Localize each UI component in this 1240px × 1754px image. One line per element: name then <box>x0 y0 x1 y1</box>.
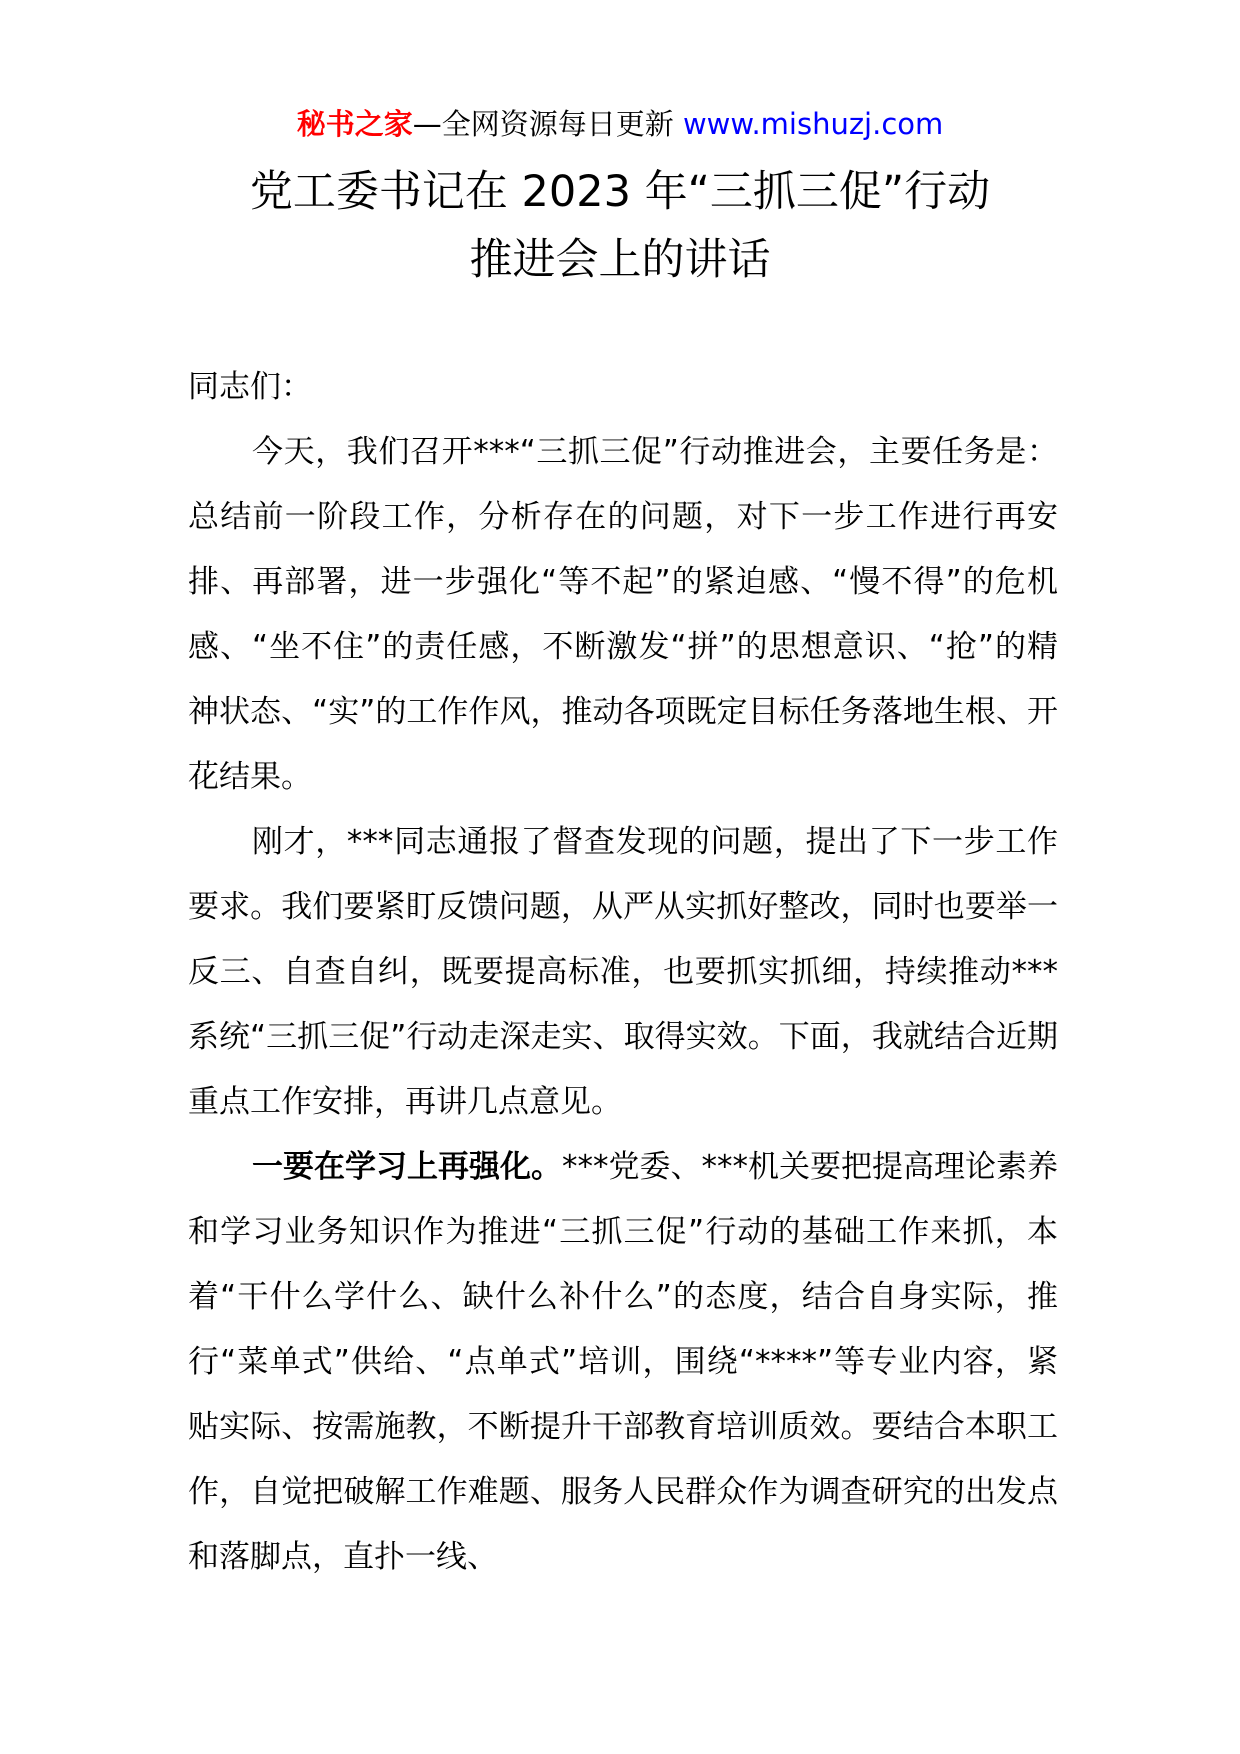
title-line-1: 党工委书记在 2023 年“三抓三促”行动 <box>249 167 991 217</box>
title-line-2: 推进会上的讲话 <box>469 235 771 285</box>
document-title <box>0 158 1240 294</box>
paragraph-3 <box>188 1135 1058 1590</box>
site-url-link[interactable]: www.mishuzj.com <box>682 107 944 141</box>
paragraph-3-text: ***党委、***机关要把提高理论素养和学习业务知识作为推进“三抓三促”行动的基础工作来抓，本着“干什么学什么、缺什么补什么”的态度，结合自身实际，推行“菜单式”供给、“点单式”培训，围绕“****”等专业内容，紧贴实际、按需施教，不断提升干部教育培训质效。要结合本职工作，自觉把破解工作难题、服务人民群众作为调查研究的出发点和落脚点，直扑一线、 <box>188 1149 1058 1575</box>
paragraph-2: 刚才，***同志通报了督查发现的问题，提出了下一步工作要求。我们要紧盯反馈问题，从严从实抓好整改，同时也要举一反三、自查自纠，既要提高标准，也要抓实抓细，持续推动***系统“三抓三促”行动走深走实、取得实效。下面，我就结合近期重点工作安排，再讲几点意见。 <box>188 824 1058 1120</box>
site-tagline: —全网资源每日更新 <box>412 107 683 141</box>
salutation: 同志们： <box>188 369 312 405</box>
paragraph-3-heading: 一要在学习上再强化。 <box>252 1149 562 1185</box>
brand-name: 秘书之家 <box>296 107 413 141</box>
document-body <box>188 355 1058 1590</box>
site-header <box>0 104 1240 144</box>
paragraph-1: 今天，我们召开***“三抓三促”行动推进会，主要任务是：总结前一阶段工作，分析存在的问题，对下一步工作进行再安排、再部署，进一步强化“等不起”的紧迫感、“慢不得”的危机感、“坐不住”的责任感，不断激发“拼”的思想意识、“抢”的精神状态、“实”的工作作风，推动各项既定目标任务落地生根、开花结果。 <box>188 434 1058 795</box>
